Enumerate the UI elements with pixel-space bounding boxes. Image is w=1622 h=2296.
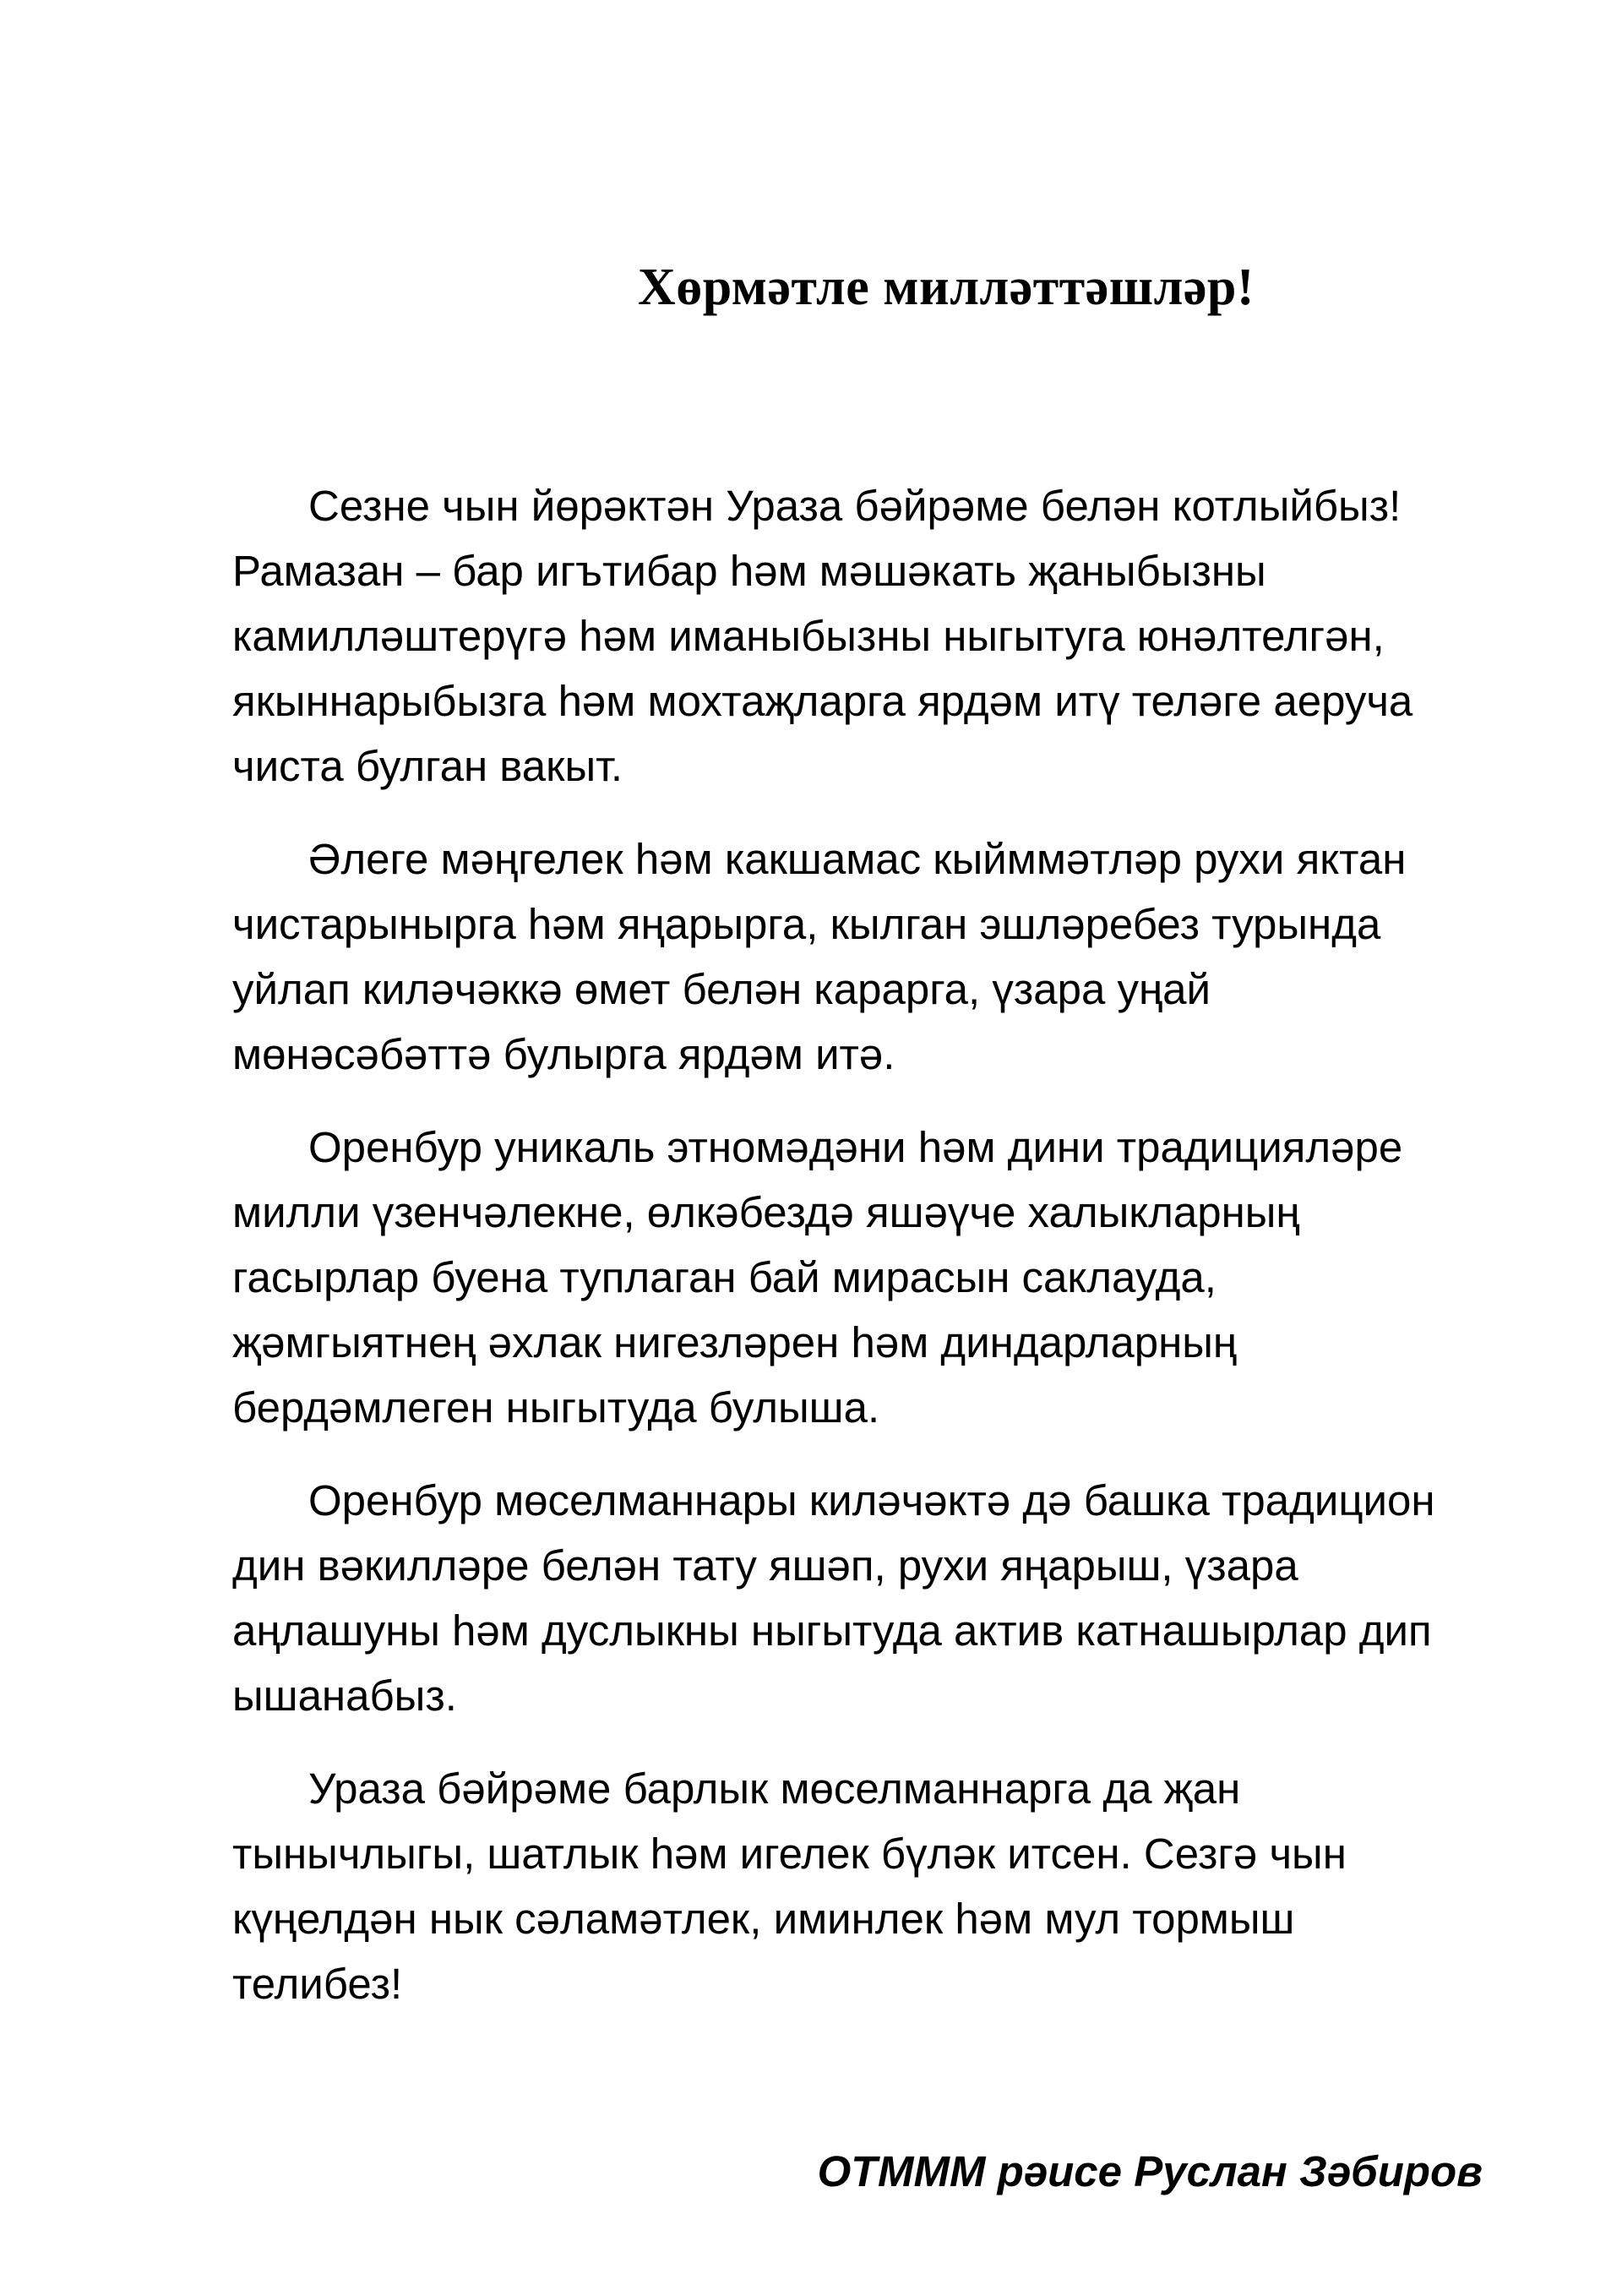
paragraph-line: чистарынырга һәм яңарырга, кылган эшләребез турында [232,900,1381,948]
paragraph-3 [232,1115,1500,1440]
paragraph-line: бердәмлеген ныгытуда булыша. [232,1383,880,1432]
paragraph-line: телибез! [232,1960,403,2008]
paragraph-line: Ураза бәйрәме барлык мөселманнарга да җан [308,1764,1241,1813]
document-title: Хөрмәтле милләттәшләр! [637,259,1255,316]
paragraph-line: тынычлыгы, шатлык һәм игелек бүләк итсен. Сезгә чын [232,1830,1347,1878]
paragraph-line: гасырлар буена туплаган бай мирасын саклауда, [232,1253,1216,1301]
paragraph-line: Оренбур мөселманнары киләчәктә дә башка традицион [308,1476,1435,1524]
paragraph-2 [232,826,1500,1087]
paragraph-line: дин вәкилләре белән тату яшәп, рухи яңарыш, үзара [232,1541,1298,1590]
paragraph-line: милли үзенчәлекне, өлкәбездә яшәүче халыкларның [232,1188,1300,1236]
paragraph-line: Әлеге мәңгелек һәм какшамас кыйммәтләр рухи яктан [308,835,1407,883]
letter-body [232,473,1500,2044]
paragraph-line: ышанабыз. [232,1672,457,1720]
paragraph-1 [232,473,1500,799]
signature: ОТМММ рәисе Руслан Зәбиров [817,2147,1483,2195]
paragraph-line: Оренбур уникаль этномәдәни һәм дини традицияләре [308,1123,1403,1171]
paragraph-line: аңлашуны һәм дуслыкны ныгытуда актив катнашырлар дип [232,1606,1432,1655]
paragraph-line: Сезне чын йөрәктән Ураза бәйрәме белән котлыйбыз! [308,482,1402,530]
paragraph-5 [232,1756,1500,2016]
paragraph-line: Рамазан – бар игътибар һәм мәшәкать җаныбызны [232,547,1266,595]
paragraph-line: камилләштерүгә һәм иманыбызны ныгытуга юнәлтелгән, [232,612,1385,660]
paragraph-line: уйлап киләчәккә өмет белән карарга, үзара уңай [232,965,1211,1013]
paragraph-line: якыннарыбызга һәм мохтаҗларга ярдәм итү теләге аеруча [232,677,1413,725]
paragraph-line: мөнәсәбәттә булырга ярдәм итә. [232,1030,895,1078]
paragraph-line: күңелдән нык сәламәтлек, иминлек һәм мул тормыш [232,1895,1295,1943]
paragraph-4 [232,1468,1500,1728]
paragraph-line: чиста булган вакыт. [232,742,623,790]
paragraph-line: җәмгыятнең әхлак нигезләрен һәм диндарларның [232,1318,1238,1366]
